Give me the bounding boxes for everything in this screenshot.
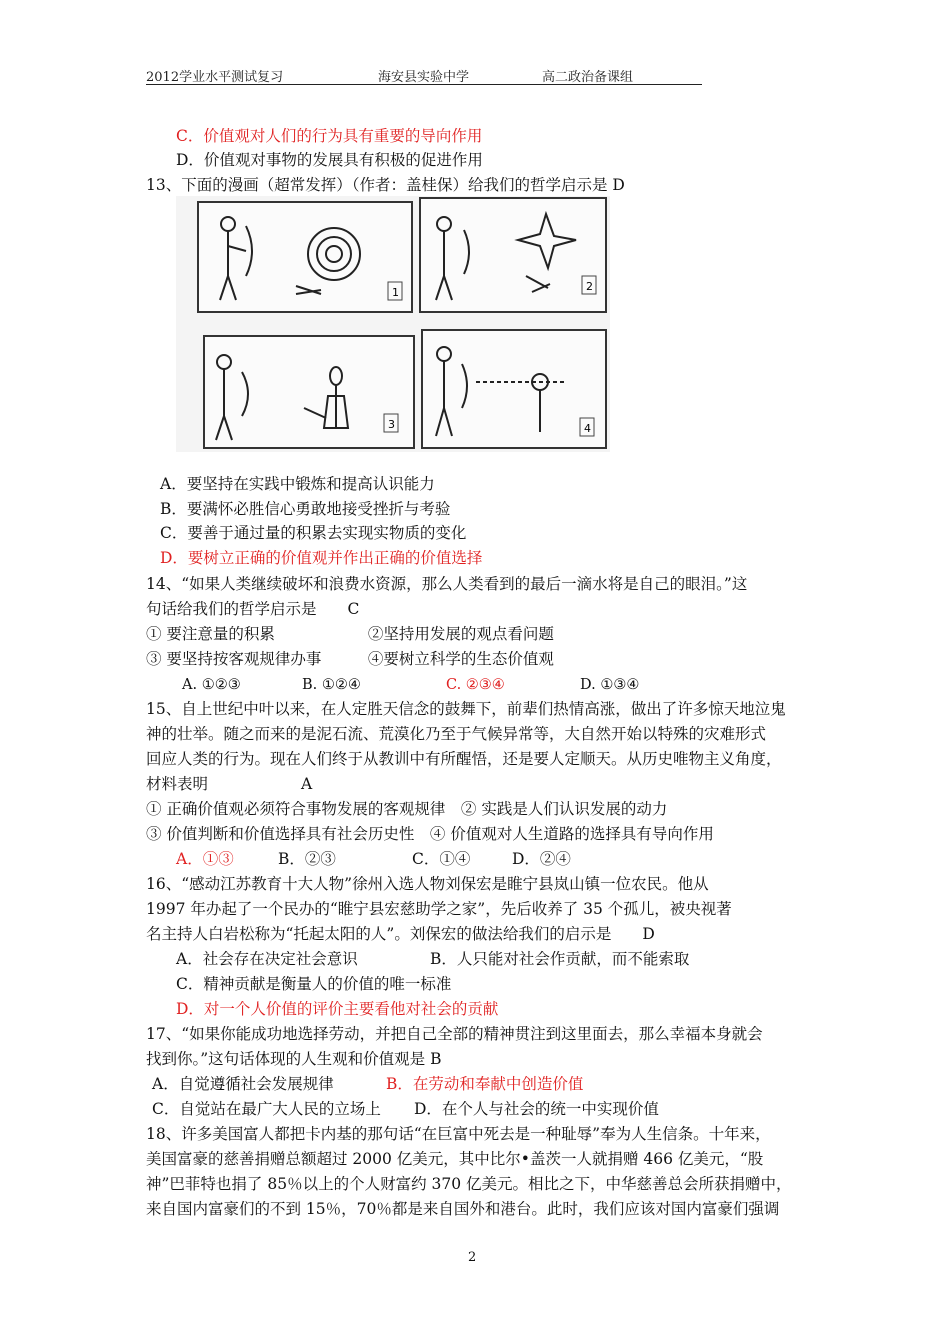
q14-option-b: B. ①②④ (302, 677, 361, 693)
cartoon-image (176, 196, 610, 452)
q12-option-d: D．价值观对事物的发展具有积极的促进作用 (176, 151, 483, 169)
q14-statement-row-1: ① 要注意量的积累 ②坚持用发展的观点看问题 (146, 625, 554, 643)
q16-stem-2: 1997 年办起了一个民办的“睢宁县宏慈助学之家”，先后收养了 35 个孤儿，被央视著 (146, 900, 732, 918)
q15-stem-3: 回应人类的行为。现在人们终于从教训中有所醒悟，还是要人定顺天。从历史唯物主义角度， (146, 750, 782, 768)
q13-option-d: D．要树立正确的价值观并作出正确的价值选择 (160, 549, 483, 567)
q16-option-c: C．精神贡献是衡量人的价值的唯一标准 (176, 975, 452, 993)
q15-options (176, 847, 571, 871)
page-header (146, 64, 702, 85)
q16-option-a: A．社会存在决定社会意识 (176, 950, 358, 968)
q13-option-c: C．要善于通过量的积累去实现实物质的变化 (160, 524, 467, 542)
q17-stem-1: 17、“如果你能成功地选择劳动，并把自己全部的精神贯注到这里面去，那么幸福本身就会 (146, 1025, 763, 1043)
q16-stem-1: 16、“感动江苏教育十大人物”徐州入选人物刘保宏是睢宁县岚山镇一位农民。他从 (146, 875, 709, 893)
q14-options (182, 673, 639, 697)
q17-options-row-1 (152, 1072, 583, 1096)
header-left: 2012学业水平测试复习 (146, 70, 284, 85)
q14-statement-row-2: ③ 要坚持按客观规律办事 ④要树立科学的生态价值观 (146, 650, 554, 668)
q17-option-c: C．自觉站在最广大人民的立场上 (152, 1100, 381, 1118)
q16-options-ab (176, 947, 689, 971)
q15-option-a: A．①③ (176, 850, 234, 868)
q15-option-c: C．①④ (412, 850, 471, 868)
q18-stem-1: 18、许多美国富人都把卡内基的那句话“在巨富中死去是一种耻辱”奉为人生信条。十年来， (146, 1125, 771, 1143)
q13-option-a: A．要坚持在实践中锻炼和提高认识能力 (160, 475, 435, 493)
header-center: 海安县实验中学 (378, 70, 470, 85)
q17-option-d: D．在个人与社会的统一中实现价值 (414, 1100, 659, 1118)
q17-option-b: B．在劳动和奉献中创造价值 (386, 1075, 584, 1093)
q17-option-a: A．自觉遵循社会发展规律 (152, 1075, 334, 1093)
page-number: 2 (468, 1250, 477, 1265)
q15-statement-row-2: ③ 价值判断和价值选择具有社会历史性 ④ 价值观对人生道路的选择具有导向作用 (146, 825, 714, 843)
q15-statement-row-1: ① 正确价值观必须符合事物发展的客观规律 ② 实践是人们认识发展的动力 (146, 800, 668, 818)
q13-option-b: B．要满怀必胜信心勇敢地接受挫折与考验 (160, 500, 451, 518)
q14-option-c: C. ②③④ (446, 677, 505, 693)
q12-option-c: C．价值观对人们的行为具有重要的导向作用 (176, 127, 483, 145)
q16-option-d: D．对一个人价值的评价主要看他对社会的贡献 (176, 1000, 499, 1018)
header-right: 高二政治备课组 (542, 70, 634, 85)
panel-1-number: 1 (392, 286, 399, 299)
q16-stem-3: 名主持人白岩松称为“托起太阳的人”。刘保宏的做法给我们的启示是 D (146, 925, 655, 943)
q18-stem-4: 来自国内富豪们的不到 15％，70％都是来自国外和港台。此时，我们应该对国内富豪们强调 (146, 1200, 780, 1218)
q14-option-d: D. ①③④ (580, 677, 640, 693)
panel-3-number: 3 (388, 418, 395, 431)
q14-stem-2: 句话给我们的哲学启示是 C (146, 600, 360, 618)
q16-option-b: B．人只能对社会作贡献，而不能索取 (430, 950, 690, 968)
cartoon-drawing (176, 196, 610, 452)
q15-option-d: D．②④ (512, 850, 571, 868)
q15-option-b: B．②③ (278, 850, 336, 868)
q14-stem-1: 14、“如果人类继续破坏和浪费水资源，那么人类看到的最后一滴水将是自己的眼泪。”这 (146, 575, 748, 593)
q18-stem-3: 神”巴菲特也捐了 85％以上的个人财富约 370 亿美元。相比之下，中华慈善总会所获捐赠中， (146, 1175, 792, 1193)
q14-option-a: A. ①②③ (182, 677, 241, 693)
q13-stem: 13、下面的漫画（超常发挥）（作者：盖桂保）给我们的哲学启示是 D (146, 176, 625, 194)
q17-options-row-2 (152, 1097, 659, 1121)
q15-stem-4: 材料表明 A (146, 775, 313, 793)
panel-2-number: 2 (586, 280, 593, 293)
panel-4-number: 4 (584, 422, 591, 435)
q18-stem-2: 美国富豪的慈善捐赠总额超过 2000 亿美元，其中比尔•盖茨一人就捐赠 466 亿美元，“股 (146, 1150, 764, 1168)
q15-stem-1: 15、自上世纪中叶以来，在人定胜天信念的鼓舞下，前辈们热情高涨，做出了许多惊天地泣鬼 (146, 700, 786, 718)
q15-stem-2: 神的壮举。随之而来的是泥石流、荒漠化乃至于气候异常等，大自然开始以特殊的灾难形式 (146, 725, 767, 743)
q17-stem-2: 找到你。”这句话体现的人生观和价值观是 B (146, 1050, 442, 1068)
